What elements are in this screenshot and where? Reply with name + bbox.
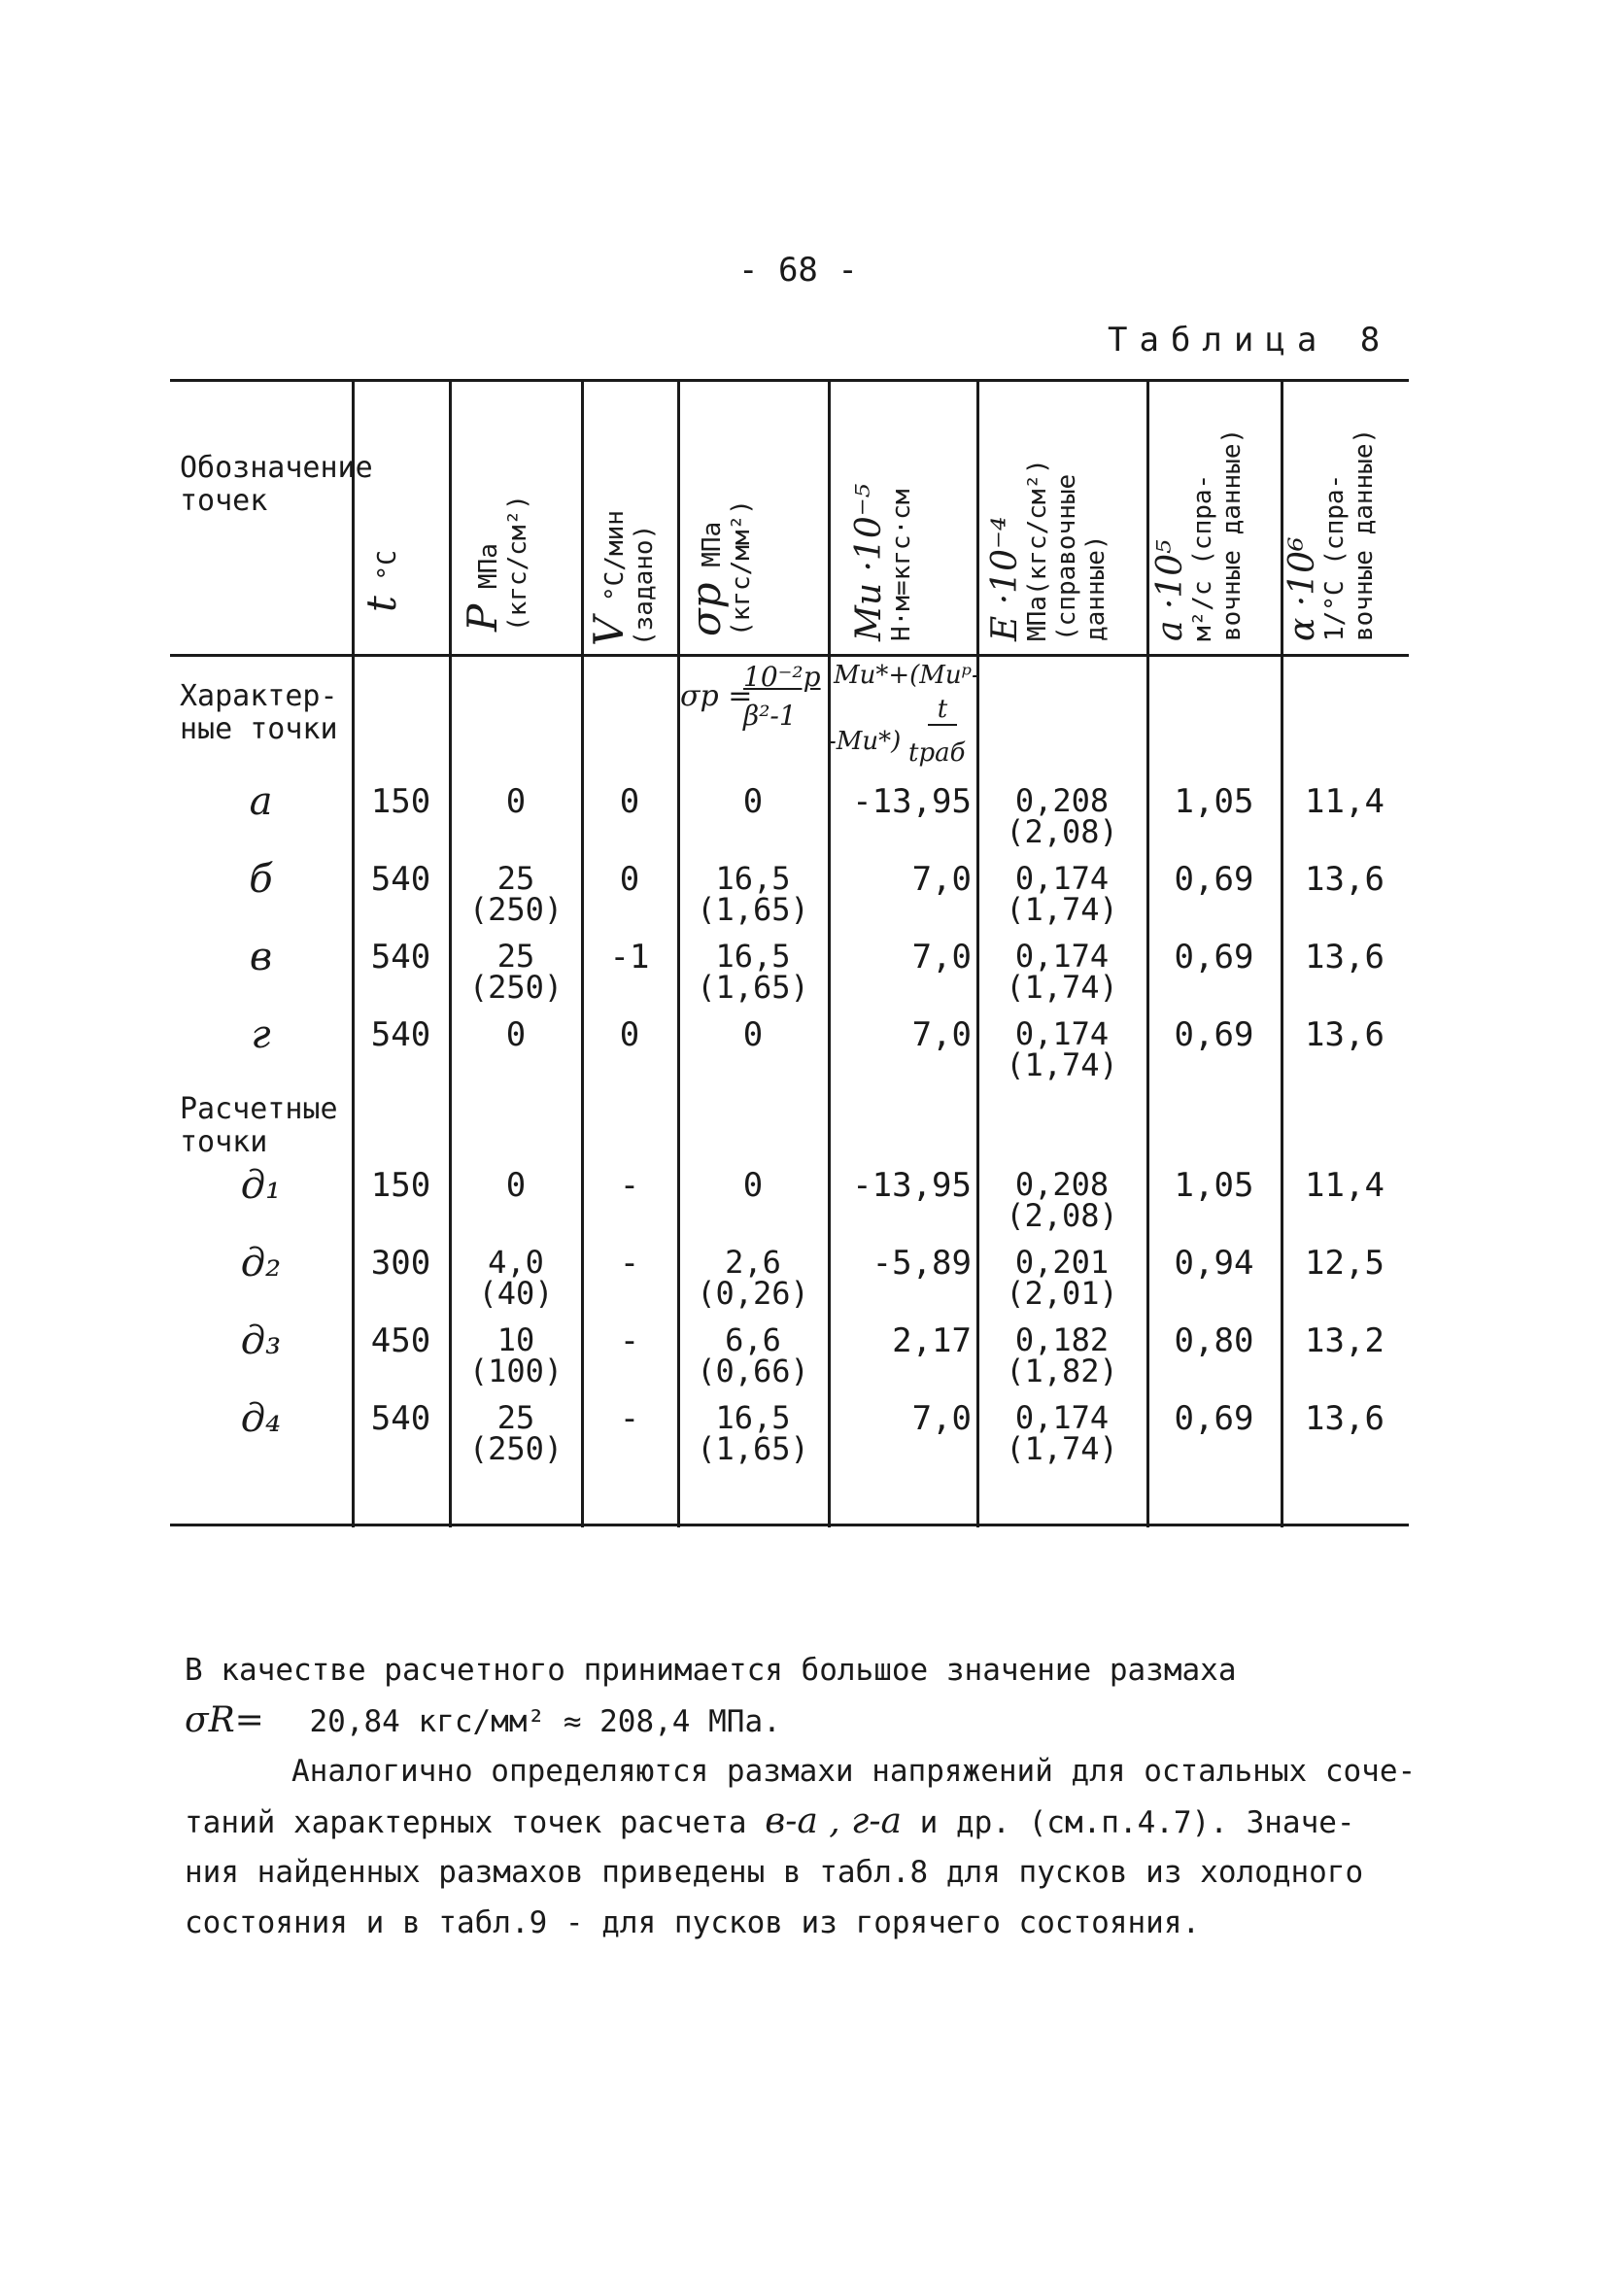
cell-label	[170, 1012, 352, 1057]
cell-v-value: -	[619, 1166, 640, 1205]
cell-alpha-value: 13,6	[1305, 1399, 1385, 1438]
sigma-formula-denominator: β²-1	[743, 700, 797, 732]
header-alpha-symbol: α ·10⁶	[1282, 536, 1322, 641]
cell-s-value: 16,5	[715, 1399, 791, 1436]
cell-alpha	[1282, 1166, 1407, 1205]
page-number: - 68 -	[738, 251, 858, 290]
cell-s	[680, 1244, 826, 1312]
cell-p-secondary: (100)	[468, 1353, 564, 1389]
group-calculated-label: Расчетные точки	[180, 1092, 338, 1159]
cell-p-secondary: (250)	[468, 1430, 564, 1467]
header-alpha	[1282, 428, 1379, 641]
header-sigma-unit2: (кгс/мм²)	[727, 499, 756, 636]
group-characteristic-label: Характер- ные точки	[180, 679, 338, 746]
cell-m-value: -13,95	[852, 1166, 972, 1205]
cell-alpha	[1282, 860, 1407, 899]
cell-v	[583, 782, 676, 821]
cell-label-value: д₁	[240, 1163, 282, 1208]
cell-v-value: 0	[619, 1015, 640, 1054]
header-designation: Обозначение точек	[180, 451, 373, 518]
header-a	[1150, 428, 1247, 641]
cell-label	[170, 1319, 352, 1363]
text-line-1: В качестве расчетного принимается большое значение размаха	[185, 1653, 1237, 1688]
cell-e-value: 0,208	[1014, 1166, 1110, 1203]
cell-e-value: 0,182	[1014, 1321, 1110, 1358]
cell-alpha	[1282, 782, 1407, 821]
cell-a	[1149, 1015, 1279, 1054]
cell-s	[680, 1321, 826, 1389]
header-a-symbol: a ·10⁵	[1150, 539, 1190, 641]
header-p-unit1: МПа	[474, 543, 503, 590]
cell-v	[583, 1015, 676, 1054]
cell-label-value: г	[251, 1012, 271, 1057]
cell-e	[979, 860, 1145, 928]
header-v-unit2: (задано)	[630, 524, 659, 646]
cell-e-value: 0,174	[1014, 1015, 1110, 1052]
cell-p-value: 10	[496, 1321, 535, 1358]
cell-a	[1149, 860, 1279, 899]
cell-label-value: д₄	[240, 1396, 282, 1441]
cell-e-secondary: (1,74)	[1006, 969, 1118, 1006]
header-sigma-symbol: σp	[682, 582, 730, 636]
header-alpha-unit2: вочные данные)	[1350, 428, 1379, 641]
cell-v-value: -	[619, 1399, 640, 1438]
cell-label	[170, 1163, 352, 1208]
cell-v-value: -	[619, 1244, 640, 1283]
cell-label	[170, 935, 352, 979]
cell-s-value: 0	[742, 782, 764, 821]
cell-label-value: д₂	[240, 1241, 282, 1285]
cell-e	[979, 1321, 1145, 1389]
text-line-4-start: таний характерных точек расчета	[185, 1805, 766, 1840]
cell-s	[680, 1166, 826, 1205]
cell-t-value: 540	[370, 860, 431, 899]
header-sigma	[682, 499, 756, 636]
header-v	[585, 510, 659, 646]
cell-v-value: 0	[619, 782, 640, 821]
cell-t-value: 540	[370, 938, 431, 977]
cell-p	[452, 1015, 580, 1054]
cell-p	[452, 860, 580, 928]
cell-alpha	[1282, 1321, 1407, 1360]
cell-t	[355, 1166, 447, 1205]
cell-s-value: 0	[742, 1015, 764, 1054]
header-p-symbol: P	[459, 603, 506, 632]
cell-v-value: -1	[609, 938, 650, 977]
cell-p-value: 4,0	[488, 1244, 544, 1281]
cell-m	[831, 1015, 972, 1054]
cell-alpha	[1282, 1015, 1407, 1054]
header-p	[459, 495, 532, 632]
sigma-r-symbol: σR=	[185, 1700, 264, 1740]
cell-p-value: 25	[496, 1399, 535, 1436]
header-v-symbol: V	[585, 616, 633, 646]
cell-v	[583, 1244, 676, 1283]
cell-v-value: -	[619, 1321, 640, 1360]
header-t-symbol: t	[358, 596, 405, 612]
table-caption: Таблица 8	[1108, 321, 1392, 360]
cell-a	[1149, 1321, 1279, 1360]
cell-t	[355, 1015, 447, 1054]
cell-alpha	[1282, 1244, 1407, 1283]
cell-p	[452, 1244, 580, 1312]
text-line-5: ния найденных размахов приведены в табл.8 для пусков из холодного	[185, 1855, 1364, 1890]
cell-p-value: 0	[505, 1166, 527, 1205]
cell-v	[583, 1321, 676, 1360]
header-v-unit1: °C/мин	[600, 510, 630, 601]
cell-p-secondary: (250)	[468, 891, 564, 928]
header-a-unit2: вочные данные)	[1217, 428, 1247, 641]
cell-e-secondary: (1,74)	[1006, 1430, 1118, 1467]
cell-label-value: а	[249, 779, 273, 824]
cell-label-value: б	[249, 857, 273, 902]
cell-e	[979, 782, 1145, 850]
cell-e-secondary: (2,01)	[1006, 1275, 1118, 1312]
cell-a-value: 0,69	[1174, 860, 1254, 899]
cell-t	[355, 1244, 447, 1283]
cell-label	[170, 1396, 352, 1441]
cell-a-value: 1,05	[1174, 1166, 1254, 1205]
cell-s-value: 16,5	[715, 938, 791, 975]
header-alpha-unit1: 1/°С (спра-	[1320, 473, 1350, 641]
cell-alpha-value: 13,6	[1305, 1015, 1385, 1054]
cell-t-value: 150	[370, 1166, 431, 1205]
cell-a	[1149, 1399, 1279, 1438]
cell-label	[170, 857, 352, 902]
text-line-6: состояния и в табл.9 - для пусков из горячего состояния.	[185, 1905, 1201, 1940]
cell-alpha-value: 13,6	[1305, 938, 1385, 977]
cell-a	[1149, 782, 1279, 821]
cell-p	[452, 1166, 580, 1205]
cell-e-secondary: (2,08)	[1006, 1197, 1118, 1234]
cell-e-value: 0,208	[1014, 782, 1110, 819]
cell-v-value: 0	[619, 860, 640, 899]
cell-alpha-value: 13,6	[1305, 860, 1385, 899]
cell-s	[680, 1015, 826, 1054]
cell-m	[831, 860, 972, 899]
cell-p	[452, 938, 580, 1006]
text-line-4-formula: в-а , г-а	[765, 1801, 902, 1841]
cell-t-value: 150	[370, 782, 431, 821]
text-line-2	[185, 1696, 1448, 1747]
cell-alpha	[1282, 938, 1407, 977]
header-e	[985, 459, 1111, 641]
cell-label	[170, 1241, 352, 1285]
cell-t	[355, 782, 447, 821]
text-line-3: Аналогично определяются размахи напряжений для остальных соче-	[291, 1754, 1417, 1789]
cell-s-value: 6,6	[725, 1321, 781, 1358]
header-e-unit1: МПа(кгс/см²)	[1023, 459, 1052, 641]
cell-e	[979, 1399, 1145, 1467]
m-formula-frac-bottom: tраб	[908, 738, 966, 768]
text-line-4	[185, 1797, 1448, 1848]
cell-e	[979, 1166, 1145, 1234]
cell-a-value: 0,69	[1174, 1015, 1254, 1054]
table-bottom-rule	[170, 1524, 1409, 1526]
cell-e-value: 0,174	[1014, 938, 1110, 975]
cell-s	[680, 1399, 826, 1467]
cell-s	[680, 782, 826, 821]
cell-v	[583, 938, 676, 977]
table-header-rule	[170, 654, 1409, 657]
cell-m-value: 7,0	[911, 1399, 972, 1438]
cell-p	[452, 1321, 580, 1389]
cell-alpha-value: 11,4	[1305, 1166, 1385, 1205]
cell-p-value: 0	[505, 1015, 527, 1054]
header-m-unit1: Н·м=кгс·см	[887, 489, 916, 641]
cell-p-value: 0	[505, 782, 527, 821]
header-m	[849, 483, 916, 641]
cell-v	[583, 1166, 676, 1205]
cell-p-secondary: (40)	[478, 1275, 554, 1312]
cell-e-value: 0,174	[1014, 860, 1110, 897]
cell-s-value: 0	[742, 1166, 764, 1205]
cell-t-value: 450	[370, 1321, 431, 1360]
cell-e	[979, 1244, 1145, 1312]
cell-s	[680, 860, 826, 928]
cell-t	[355, 1399, 447, 1438]
cell-e-secondary: (1,74)	[1006, 891, 1118, 928]
cell-m	[831, 1321, 972, 1360]
header-p-unit2: (кгс/см²)	[503, 495, 532, 632]
cell-alpha-value: 12,5	[1305, 1244, 1385, 1283]
cell-label-value: д₃	[240, 1319, 282, 1363]
cell-e-value: 0,174	[1014, 1399, 1110, 1436]
m-formula-line1: Mи*+(Mиᵖ-	[834, 661, 980, 690]
cell-s-secondary: (0,66)	[697, 1353, 809, 1389]
header-e-unit2: (справочные	[1052, 473, 1081, 641]
cell-t-value: 300	[370, 1244, 431, 1283]
cell-p-value: 25	[496, 938, 535, 975]
cell-a-value: 0,80	[1174, 1321, 1254, 1360]
cell-a-value: 0,94	[1174, 1244, 1254, 1283]
cell-a	[1149, 1244, 1279, 1283]
header-a-unit1: м²/с (спра-	[1188, 473, 1217, 641]
text-line-4-end: и др. (см.п.4.7). Значе-	[901, 1805, 1355, 1840]
cell-t-value: 540	[370, 1399, 431, 1438]
cell-p	[452, 1399, 580, 1467]
cell-s-secondary: (1,65)	[697, 891, 809, 928]
cell-a	[1149, 938, 1279, 977]
cell-m-value: 7,0	[911, 860, 972, 899]
cell-e-value: 0,201	[1014, 1244, 1110, 1281]
cell-e-secondary: (1,82)	[1006, 1353, 1118, 1389]
cell-m	[831, 1166, 972, 1205]
table-top-rule	[170, 379, 1409, 382]
header-e-unit3: данные)	[1081, 534, 1111, 641]
cell-label	[170, 779, 352, 824]
cell-alpha-value: 11,4	[1305, 782, 1385, 821]
sigma-formula-numerator: 10⁻²p	[743, 661, 821, 693]
m-formula-line2: -Mи*)	[828, 727, 902, 756]
cell-s	[680, 938, 826, 1006]
cell-e-secondary: (1,74)	[1006, 1046, 1118, 1083]
sigma-formula-prefix: σp =	[680, 679, 753, 713]
cell-m-value: -13,95	[852, 782, 972, 821]
sigma-r-value: 20,84 кгс/мм² ≈ 208,4 МПа.	[309, 1704, 781, 1739]
cell-label-value: в	[249, 935, 273, 979]
cell-e	[979, 938, 1145, 1006]
cell-v	[583, 860, 676, 899]
cell-s-value: 16,5	[715, 860, 791, 897]
cell-p	[452, 782, 580, 821]
cell-m	[831, 938, 972, 977]
cell-s-secondary: (1,65)	[697, 1430, 809, 1467]
cell-m-value: 7,0	[911, 938, 972, 977]
cell-s-value: 2,6	[725, 1244, 781, 1281]
cell-alpha	[1282, 1399, 1407, 1438]
cell-m-value: 2,17	[892, 1321, 972, 1360]
cell-m	[831, 1244, 972, 1283]
header-e-symbol: E ·10⁻⁴	[985, 516, 1025, 641]
cell-a-value: 0,69	[1174, 938, 1254, 977]
cell-p-value: 25	[496, 860, 535, 897]
cell-t	[355, 938, 447, 977]
header-t-unit: °C	[373, 550, 402, 581]
cell-alpha-value: 13,2	[1305, 1321, 1385, 1360]
cell-a-value: 0,69	[1174, 1399, 1254, 1438]
header-sigma-unit1: МПа	[698, 521, 727, 567]
cell-e-secondary: (2,08)	[1006, 813, 1118, 850]
cell-m-value: -5,89	[872, 1244, 972, 1283]
cell-t-value: 540	[370, 1015, 431, 1054]
cell-a	[1149, 1166, 1279, 1205]
cell-s-secondary: (0,26)	[697, 1275, 809, 1312]
cell-s-secondary: (1,65)	[697, 969, 809, 1006]
header-m-symbol: Mи ·10⁻⁵	[849, 483, 889, 641]
cell-t	[355, 1321, 447, 1360]
m-formula-frac-top: t	[928, 695, 957, 726]
cell-m-value: 7,0	[911, 1015, 972, 1054]
cell-m	[831, 782, 972, 821]
cell-a-value: 1,05	[1174, 782, 1254, 821]
cell-e	[979, 1015, 1145, 1083]
cell-v	[583, 1399, 676, 1438]
cell-m	[831, 1399, 972, 1438]
header-t	[358, 550, 405, 612]
cell-p-secondary: (250)	[468, 969, 564, 1006]
cell-t	[355, 860, 447, 899]
